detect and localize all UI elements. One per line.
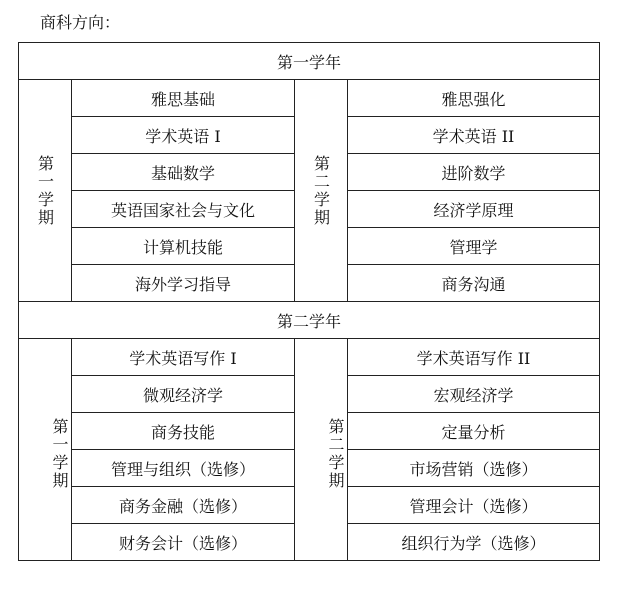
course-cell: 市场营销（选修） — [348, 450, 600, 487]
course-cell: 管理会计（选修） — [348, 487, 600, 524]
course-cell: 管理学 — [348, 228, 600, 265]
course-cell: 学术英语 I — [72, 117, 295, 154]
course-cell: 财务会计（选修） — [72, 524, 295, 561]
course-cell: 商务技能 — [72, 413, 295, 450]
course-cell: 组织行为学（选修） — [348, 524, 600, 561]
course-cell: 学术英语写作 I — [72, 339, 295, 376]
course-cell: 基础数学 — [72, 154, 295, 191]
course-cell: 英语国家社会与文化 — [72, 191, 295, 228]
year-header-row — [19, 43, 600, 80]
course-cell: 定量分析 — [348, 413, 600, 450]
semester-label: 第一学期 — [19, 339, 72, 561]
course-cell: 商务沟通 — [348, 265, 600, 302]
course-cell: 经济学原理 — [348, 191, 600, 228]
course-cell: 学术英语 II — [348, 117, 600, 154]
semester-label: 第二学期 — [295, 339, 348, 561]
course-cell: 宏观经济学 — [348, 376, 600, 413]
course-cell: 雅思基础 — [72, 80, 295, 117]
course-cell: 进阶数学 — [348, 154, 600, 191]
course-cell: 海外学习指导 — [72, 265, 295, 302]
course-cell: 学术英语写作 II — [348, 339, 600, 376]
table-row — [19, 339, 600, 376]
course-cell: 微观经济学 — [72, 376, 295, 413]
course-cell: 计算机技能 — [72, 228, 295, 265]
year-title: 第一学年 — [19, 43, 600, 80]
year-header-row — [19, 302, 600, 339]
year-title: 第二学年 — [19, 302, 600, 339]
course-cell: 商务金融（选修） — [72, 487, 295, 524]
table-row — [19, 80, 600, 117]
curriculum-table — [18, 42, 600, 561]
semester-label: 第一学期 — [19, 80, 72, 302]
page-heading: 商科方向： — [40, 13, 121, 32]
course-cell: 雅思强化 — [348, 80, 600, 117]
course-cell: 管理与组织（选修） — [72, 450, 295, 487]
semester-label: 第二学期 — [295, 80, 348, 302]
